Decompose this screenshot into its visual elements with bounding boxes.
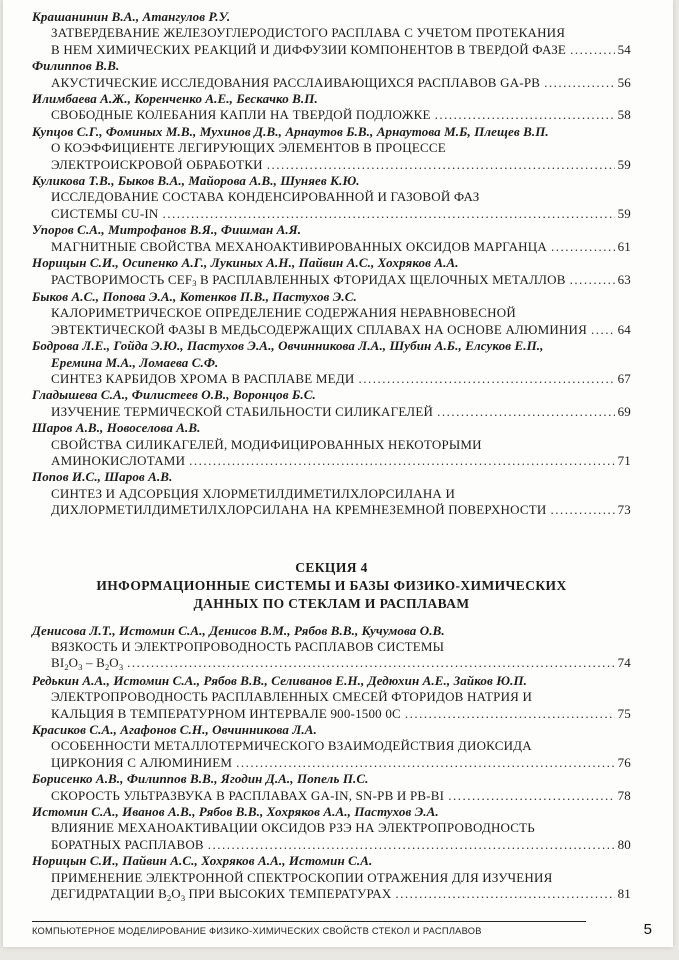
entry-title-line — [32, 157, 631, 173]
entry-title-line: ЭЛЕКТРОПРОВОДНОСТЬ РАСПЛАВЛЕННЫХ СМЕСЕЙ ФТОРИДОВ НАТРИЯ И — [51, 689, 533, 705]
toc-entry — [32, 387, 631, 420]
dot-leader — [267, 157, 615, 173]
entry-authors: Денисова Л.Т., Истомин С.А., Денисов В.М., Рябов В.В., Кучумова О.В. — [32, 622, 445, 638]
entry-page-number: 63 — [617, 271, 631, 287]
title-part: ДЕГИДРАТАЦИИ B — [51, 886, 167, 902]
entry-authors: Редькин А.А., Истомин С.А., Рябов В.В., Селиванов Е.Н., Дедюхин А.Е., Зайков Ю.П. — [32, 672, 528, 688]
scanned-page — [3, 0, 673, 947]
title-part: РАСТВОРИМОСТЬ CEF — [51, 271, 193, 287]
dot-leader — [551, 239, 615, 255]
entry-title-line — [32, 788, 631, 804]
entry-page-number: 54 — [617, 41, 631, 57]
entry-authors: Борисенко А.В., Филиппов В.В., Ягодин Д.А., Попель П.С. — [32, 771, 369, 787]
entry-page-number: 61 — [617, 238, 631, 254]
entry-title-text: АМИНОКИСЛОТАМИ — [51, 452, 186, 468]
entry-title-text: СИНТЕЗ КАРБИДОВ ХРОМА В РАСПЛАВЕ МЕДИ — [51, 370, 355, 386]
toc-entry — [32, 338, 631, 387]
entry-title-text: МАГНИТНЫЕ СВОЙСТВА МЕХАНОАКТИВИРОВАННЫХ ОКСИДОВ МАРГАНЦА — [51, 238, 547, 254]
dot-leader — [591, 322, 615, 338]
entry-title-text — [51, 655, 123, 672]
title-part: ПРИ ВЫСОКИХ ТЕМПЕРАТУРАХ — [185, 886, 392, 902]
subscript: 2 — [64, 661, 69, 672]
dot-leader — [437, 404, 615, 420]
entry-page-number: 58 — [617, 107, 631, 123]
toc-entry — [32, 853, 631, 903]
toc-entry — [32, 222, 631, 255]
toc-entry — [32, 673, 631, 722]
entry-title-text: СКОРОСТЬ УЛЬТРАЗВУКА В РАСПЛАВАХ GA-IN, SN-PB И PB-BI — [51, 787, 445, 803]
entry-authors: Илимбаева А.Ж., Коренченко А.Е., Бескачко В.П. — [32, 91, 318, 107]
entry-page-number: 76 — [617, 754, 631, 770]
toc-entry — [32, 420, 631, 469]
entry-title-line — [32, 272, 631, 289]
entry-authors: Шаров А.В., Новоселова А.В. — [32, 420, 201, 436]
entry-title-line — [32, 239, 631, 255]
entry-authors: Куликова Т.В., Быков В.А., Майорова А.В., Шуняев К.Ю. — [32, 173, 360, 189]
entry-title-line — [32, 837, 631, 853]
entry-authors: Красиков С.А., Агафонов С.Н., Овчинникова Л.А. — [32, 722, 317, 738]
toc-entry — [32, 255, 631, 289]
entry-title-text: БОРАТНЫХ РАСПЛАВОВ — [51, 836, 204, 852]
entry-title-line: ОСОБЕННОСТИ МЕТАЛЛОТЕРМИЧЕСКОГО ВЗАИМОДЕЙСТВИЯ ДИОКСИДА — [51, 738, 532, 754]
section-title-line1: ИНФОРМАЦИОННЫЕ СИСТЕМЫ И БАЗЫ ФИЗИКО-ХИМИЧЕСКИХ — [96, 577, 567, 593]
entry-title-line — [32, 75, 631, 91]
toc-entry — [32, 173, 631, 222]
entry-title-text: КАЛЬЦИЯ В ТЕМПЕРАТУРНОМ ИНТЕРВАЛЕ 900-1500 0С — [51, 705, 401, 721]
entry-title-line — [32, 706, 631, 722]
entry-title-line: СИНТЕЗ И АДСОРБЦИЯ ХЛОРМЕТИЛДИМЕТИЛХЛОРСИЛАНА И — [51, 485, 456, 501]
title-part: – B — [82, 655, 105, 671]
subscript: 3 — [192, 278, 197, 288]
toc-entry — [32, 9, 631, 58]
dot-leader — [162, 206, 614, 222]
entry-page-number: 71 — [617, 452, 631, 468]
entry-title-text: СИСТЕМЫ CU-IN — [51, 205, 159, 221]
entry-authors-continued: Еремина М.А., Ломаева С.Ф. — [51, 354, 219, 370]
title-part: O — [171, 886, 181, 902]
section-kicker: СЕКЦИЯ 4 — [295, 559, 368, 575]
entry-page-number: 80 — [617, 836, 631, 852]
subscript: 3 — [118, 661, 124, 672]
entry-authors: Норицын С.И., Пайвин А.С., Хохряков А.А., Истомин С.А. — [32, 853, 373, 869]
entry-title-line — [32, 107, 631, 123]
dot-leader — [395, 886, 614, 902]
entry-title-line: О КОЭФФИЦИЕНТЕ ЛЕГИРУЮЩИХ ЭЛЕМЕНТОВ В ПРОЦЕССЕ — [51, 140, 446, 156]
title-part: В РАСПЛАВЛЕННЫХ ФТОРИДАХ ЩЕЛОЧНЫХ МЕТАЛЛОВ — [196, 271, 566, 287]
toc-entry — [32, 58, 631, 91]
entry-title-line — [32, 322, 631, 338]
entry-title-text — [51, 272, 566, 289]
entry-title-line — [32, 453, 631, 469]
toc-entry — [32, 722, 631, 771]
entry-authors: Бодрова Л.Е., Гойда Э.Ю., Пастухов Э.А., Овчинникова Л.А., Шубин А.Б., Елсуков Е.П., — [32, 338, 544, 354]
entry-authors: Быков А.С., Попова Э.А., Котенков П.В., Пастухов Э.С. — [32, 288, 357, 304]
entry-title-text: ЭВТЕКТИЧЕСКОЙ ФАЗЫ В МЕДЬСОДЕРЖАЩИХ СПЛАВАХ НА ОСНОВЕ АЛЮМИНИЯ — [51, 321, 587, 337]
entry-title-line: ИССЛЕДОВАНИЕ СОСТАВА КОНДЕНСИРОВАННОЙ И ГАЗОВОЙ ФАЗ — [51, 189, 480, 205]
title-part: O — [68, 655, 79, 671]
dot-leader — [127, 655, 615, 671]
entry-title-line — [32, 371, 631, 387]
dot-leader — [189, 453, 614, 469]
entry-page-number: 81 — [617, 886, 631, 902]
entry-authors: Упоров С.А., Митрофанов В.Я., Фишман А.Я. — [32, 222, 302, 238]
page-footer — [32, 921, 652, 938]
title-part: O — [109, 655, 119, 671]
title-part: BI — [51, 655, 65, 671]
toc-entry — [32, 804, 631, 853]
entry-page-number: 64 — [617, 321, 631, 337]
entry-authors: Купцов С.Г., Фоминых М.В., Мухинов Д.В., Арнаутов Б.В., Арнаутова М.Б, Плещев В.П. — [32, 123, 549, 139]
dot-leader — [570, 272, 615, 288]
entry-title-line — [32, 42, 631, 58]
dot-leader — [544, 75, 614, 91]
entry-authors: Истомин С.А., Иванов А.В., Рябов В.В., Хохряков А.А., Пастухов Э.А. — [32, 804, 439, 820]
entry-title-line: ВЛИЯНИЕ МЕХАНОАКТИВАЦИИ ОКСИДОВ РЗЭ НА ЭЛЕКТРОПРОВОДНОСТЬ — [51, 820, 535, 836]
entry-title-line: ПРИМЕНЕНИЕ ЭЛЕКТРОННОЙ СПЕКТРОСКОПИИ ОТРАЖЕНИЯ ДЛЯ ИЗУЧЕНИЯ — [51, 869, 553, 885]
entry-page-number: 59 — [617, 156, 631, 172]
entry-page-number: 67 — [617, 370, 631, 386]
section-header — [32, 559, 631, 613]
entry-title-line — [32, 755, 631, 771]
footer-rule — [32, 921, 586, 922]
entry-title-line — [32, 886, 631, 903]
entry-page-number: 69 — [617, 403, 631, 419]
entry-title-line: КАЛОРИМЕТРИЧЕСКОЕ ОПРЕДЕЛЕНИЕ СОДЕРЖАНИЯ НЕРАВНОВЕСНОЙ — [51, 305, 516, 321]
subscript: 3 — [78, 661, 83, 672]
entry-title-line — [32, 404, 631, 420]
entry-page-number: 78 — [617, 787, 631, 803]
dot-leader — [448, 788, 614, 804]
running-title: КОМПЬЮТЕРНОЕ МОДЕЛИРОВАНИЕ ФИЗИКО-ХИМИЧЕСКИХ СВОЙСТВ СТЕКОЛ И РАСПЛАВОВ — [32, 926, 482, 936]
footer-row — [32, 921, 652, 938]
subscript: 3 — [180, 892, 186, 903]
page-number: 5 — [643, 921, 652, 938]
entry-authors: Норицын С.И., Осипенко А.Г., Лукиных А.Н., Пайвин А.С., Хохряков А.А. — [32, 255, 459, 271]
entry-title-text: ИЗУЧЕНИЕ ТЕРМИЧЕСКОЙ СТАБИЛЬНОСТИ СИЛИКАГЕЛЕЙ — [51, 403, 434, 419]
entry-title-text: ЦИРКОНИЯ С АЛЮМИНИЕМ — [51, 754, 233, 770]
entry-authors: Филиппов В.В. — [32, 58, 120, 74]
dot-leader — [236, 755, 614, 771]
entry-title-text: ДИХЛОРМЕТИЛДИМЕТИЛХЛОРСИЛАНА НА КРЕМНЕЗЕМНОЙ ПОВЕРХНОСТИ — [51, 502, 547, 518]
entry-page-number: 73 — [617, 502, 631, 518]
toc-entry — [32, 91, 631, 124]
toc-entry — [32, 124, 631, 173]
entry-title-line: ВЯЗКОСТЬ И ЭЛЕКТРОПРОВОДНОСТЬ РАСПЛАВОВ СИСТЕМЫ — [51, 639, 445, 654]
entry-title-text: В НЕМ ХИМИЧЕСКИХ РЕАКЦИЙ И ДИФФУЗИИ КОМПОНЕНТОВ В ТВЕРДОЙ ФАЗЕ — [51, 41, 567, 57]
dot-leader — [208, 837, 615, 853]
entry-page-number: 59 — [617, 205, 631, 221]
dot-leader — [570, 42, 615, 58]
entry-page-number: 74 — [617, 655, 631, 671]
entry-authors: Крашанинин В.А., Атангулов Р.У. — [32, 9, 231, 24]
entry-title-text: АКУСТИЧЕСКИЕ ИССЛЕДОВАНИЯ РАССЛАИВАЮЩИХСЯ РАСПЛАВОВ GA-PB — [51, 74, 541, 90]
toc-entry — [32, 469, 631, 518]
subscript: 2 — [166, 892, 172, 903]
toc-entry — [32, 623, 631, 673]
toc-entry — [32, 771, 631, 804]
dot-leader — [358, 371, 614, 387]
dot-leader — [550, 502, 614, 518]
entry-title-text: СВОБОДНЫЕ КОЛЕБАНИЯ КАПЛИ НА ТВЕРДОЙ ПОДЛОЖКЕ — [51, 107, 431, 123]
toc-entry — [32, 289, 631, 338]
entry-title-line — [32, 502, 631, 518]
entry-authors: Гладышева С.А., Филистеев О.В., Воронцов Б.С. — [32, 387, 316, 403]
entry-title-text: ЭЛЕКТРОИСКРОВОЙ ОБРАБОТКИ — [51, 156, 263, 172]
entry-title-line: ЗАТВЕРДЕВАНИЕ ЖЕЛЕЗОУГЛЕРОДИСТОГО РАСПЛАВА С УЧЕТОМ ПРОТЕКАНИЯ — [51, 25, 566, 41]
dot-leader — [435, 107, 615, 123]
entry-title-line: СВОЙСТВА СИЛИКАГЕЛЕЙ, МОДИФИЦИРОВАННЫХ НЕКОТОРЫМИ — [51, 436, 482, 452]
dot-leader — [405, 706, 615, 722]
entry-title-text — [51, 886, 391, 903]
section-title-line2: ДАННЫХ ПО СТЕКЛАМ И РАСПЛАВАМ — [193, 595, 470, 611]
entry-title-line — [32, 206, 631, 222]
entry-page-number: 75 — [617, 705, 631, 721]
entry-authors: Попов И.С., Шаров А.В. — [32, 469, 173, 485]
entry-title-line — [32, 655, 631, 672]
toc-content — [32, 9, 631, 904]
subscript: 2 — [104, 661, 110, 672]
entry-page-number: 56 — [617, 74, 631, 90]
